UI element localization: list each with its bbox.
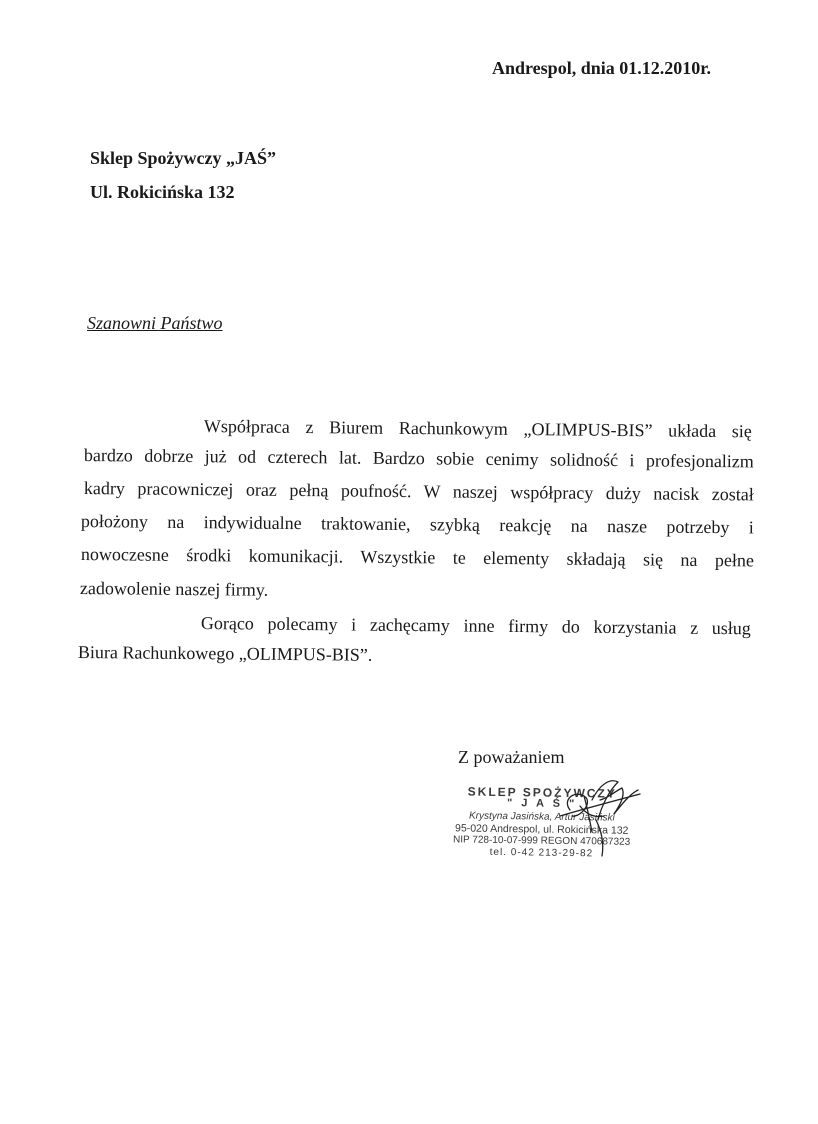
paragraph-1-line-2: bardzo dobrze już od czterech lat. Bardzo sobie cenimy solidność i profesjonalizm	[83, 444, 754, 472]
stamp-line-1: SKLEP SPOŻYWCZY	[467, 784, 617, 801]
closing: Z poważaniem	[458, 747, 565, 767]
place-date: Andrespol, dnia 01.12.2010r.	[492, 58, 712, 78]
stamp-line-4: 95-020 Andrespol, ul. Rokicińska 132	[455, 822, 629, 837]
paragraph-1-line-1: Współpraca z Biurem Rachunkowym „OLIMPUS-BIS” układa się	[203, 415, 752, 442]
stamp-line-5: NIP 728-10-07-999 REGON 470687323	[452, 834, 631, 848]
paragraph-2-line-1: Gorąco polecamy i zachęcamy inne firmy do korzystania z usług	[200, 612, 751, 639]
paragraph-1-line-4: położony na indywidualne traktowanie, szybką reakcję na nasze potrzeby i	[80, 510, 754, 538]
stamp-line-3: Krystyna Jasińska, Artur Jasiński	[468, 810, 615, 824]
paragraph-1-line-3: kadry pracowniczej oraz pełną poufność. W naszej współpracy duży nacisk został	[83, 477, 754, 505]
paragraph-2-line-2: Biura Rachunkowego „OLIMPUS-BIS”.	[77, 641, 373, 665]
stamp-line-6: tel. 0-42 213-29-82	[489, 846, 594, 860]
handwritten-signature	[540, 770, 650, 860]
stamp-line-2: " J A Ś "	[506, 797, 578, 811]
recipient-street: Ul. Rokicińska 132	[90, 182, 235, 202]
paragraph-1-line-5: nowoczesne środki komunikacji. Wszystkie te elementy składają się na pełne	[80, 543, 754, 571]
recipient-name: Sklep Spożywczy „JAŚ”	[90, 148, 277, 168]
paragraph-1-line-6: zadowolenie naszej firmy.	[79, 577, 269, 600]
salutation: Szanowni Państwo	[87, 313, 223, 333]
